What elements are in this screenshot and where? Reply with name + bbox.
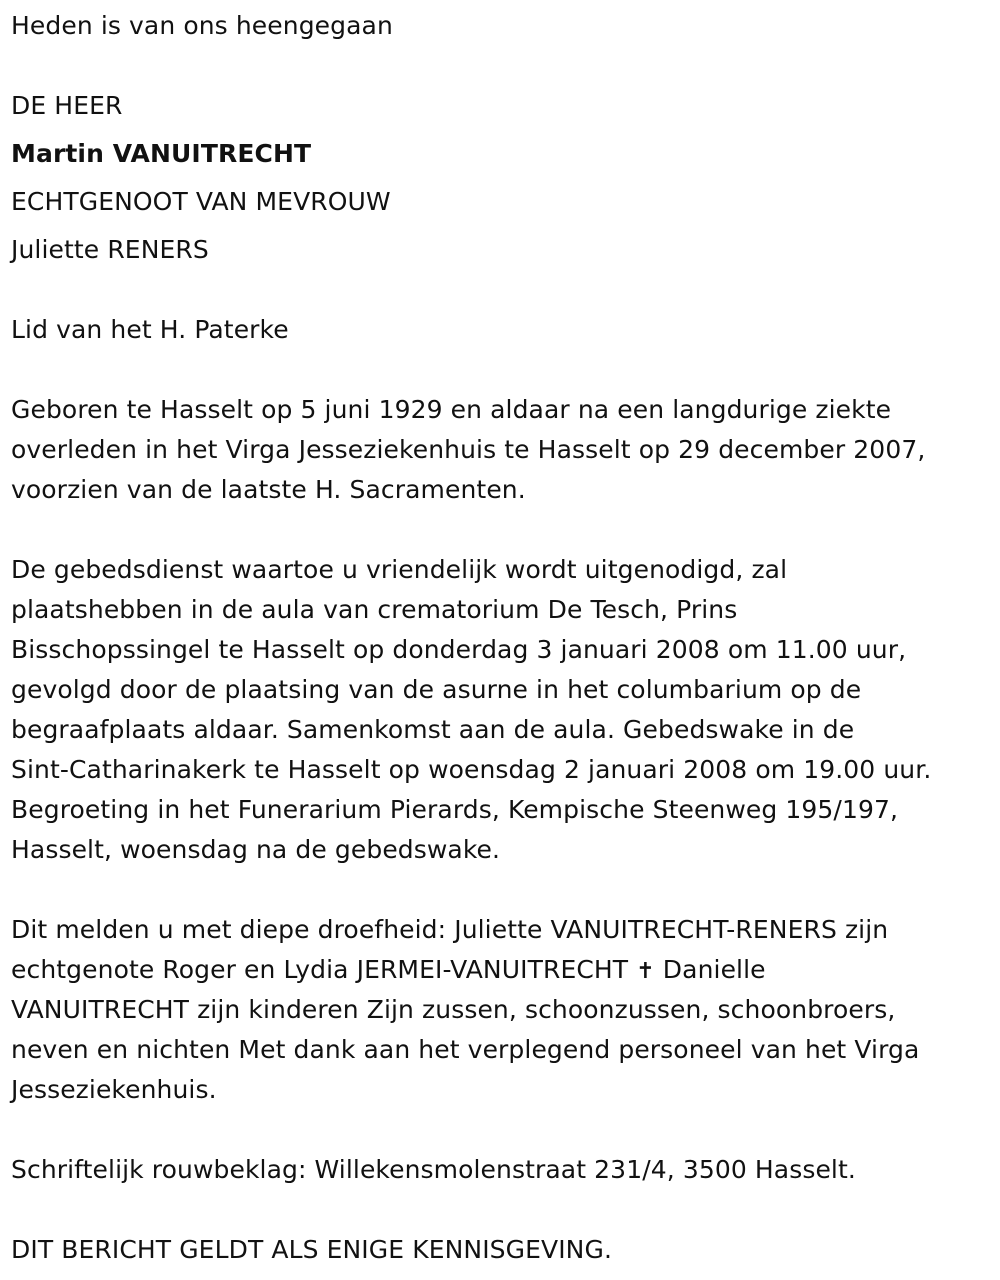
service-line: Bisschopssingel te Hasselt op donderdag 3 januari 2008 om 11.00 uur,: [11, 635, 907, 664]
family-line: VANUITRECHT zijn kinderen Zijn zussen, schoonzussen, schoonbroers,: [11, 995, 896, 1024]
intro-text: Heden is van ons heengegaan: [11, 11, 393, 40]
membership-text: Lid van het H. Paterke: [11, 315, 289, 344]
family-text: Danielle: [654, 955, 766, 984]
family-line: [11, 950, 766, 992]
family-line: Dit melden u met diepe droefheid: Juliette VANUITRECHT-RENERS zijn: [11, 915, 889, 944]
service-line: gevolgd door de plaatsing van de asurne in het columbarium op de: [11, 675, 862, 704]
family-line: Jesseziekenhuis.: [11, 1075, 217, 1104]
spouse-label: ECHTGENOOT VAN MEVROUW: [11, 187, 391, 216]
family-line: neven en nichten Met dank aan het verplegend personeel van het Virga: [11, 1035, 920, 1064]
title-prefix: DE HEER: [11, 91, 123, 120]
cross-icon: ✝: [636, 959, 655, 984]
closing-notice: DIT BERICHT GELDT ALS ENIGE KENNISGEVING.: [11, 1235, 612, 1264]
family-text: echtgenote Roger en Lydia JERMEI-VANUITRECHT: [11, 955, 637, 984]
birth-death-line: overleden in het Virga Jesseziekenhuis te Hasselt op 29 december 2007,: [11, 435, 926, 464]
condolence-address: Schriftelijk rouwbeklag: Willekensmolenstraat 231/4, 3500 Hasselt.: [11, 1155, 856, 1184]
service-line: begraafplaats aldaar. Samenkomst aan de aula. Gebedswake in de: [11, 715, 855, 744]
deceased-name: Martin VANUITRECHT: [11, 139, 312, 168]
service-line: plaatshebben in de aula van crematorium De Tesch, Prins: [11, 595, 738, 624]
service-line: Sint-Catharinakerk te Hasselt op woensdag 2 januari 2008 om 19.00 uur.: [11, 755, 932, 784]
service-line: De gebedsdienst waartoe u vriendelijk wordt uitgenodigd, zal: [11, 555, 788, 584]
spouse-name: Juliette RENERS: [11, 235, 209, 264]
birth-death-line: Geboren te Hasselt op 5 juni 1929 en aldaar na een langdurige ziekte: [11, 395, 892, 424]
service-line: Begroeting in het Funerarium Pierards, Kempische Steenweg 195/197,: [11, 795, 899, 824]
birth-death-line: voorzien van de laatste H. Sacramenten.: [11, 475, 526, 504]
service-line: Hasselt, woensdag na de gebedswake.: [11, 835, 501, 864]
